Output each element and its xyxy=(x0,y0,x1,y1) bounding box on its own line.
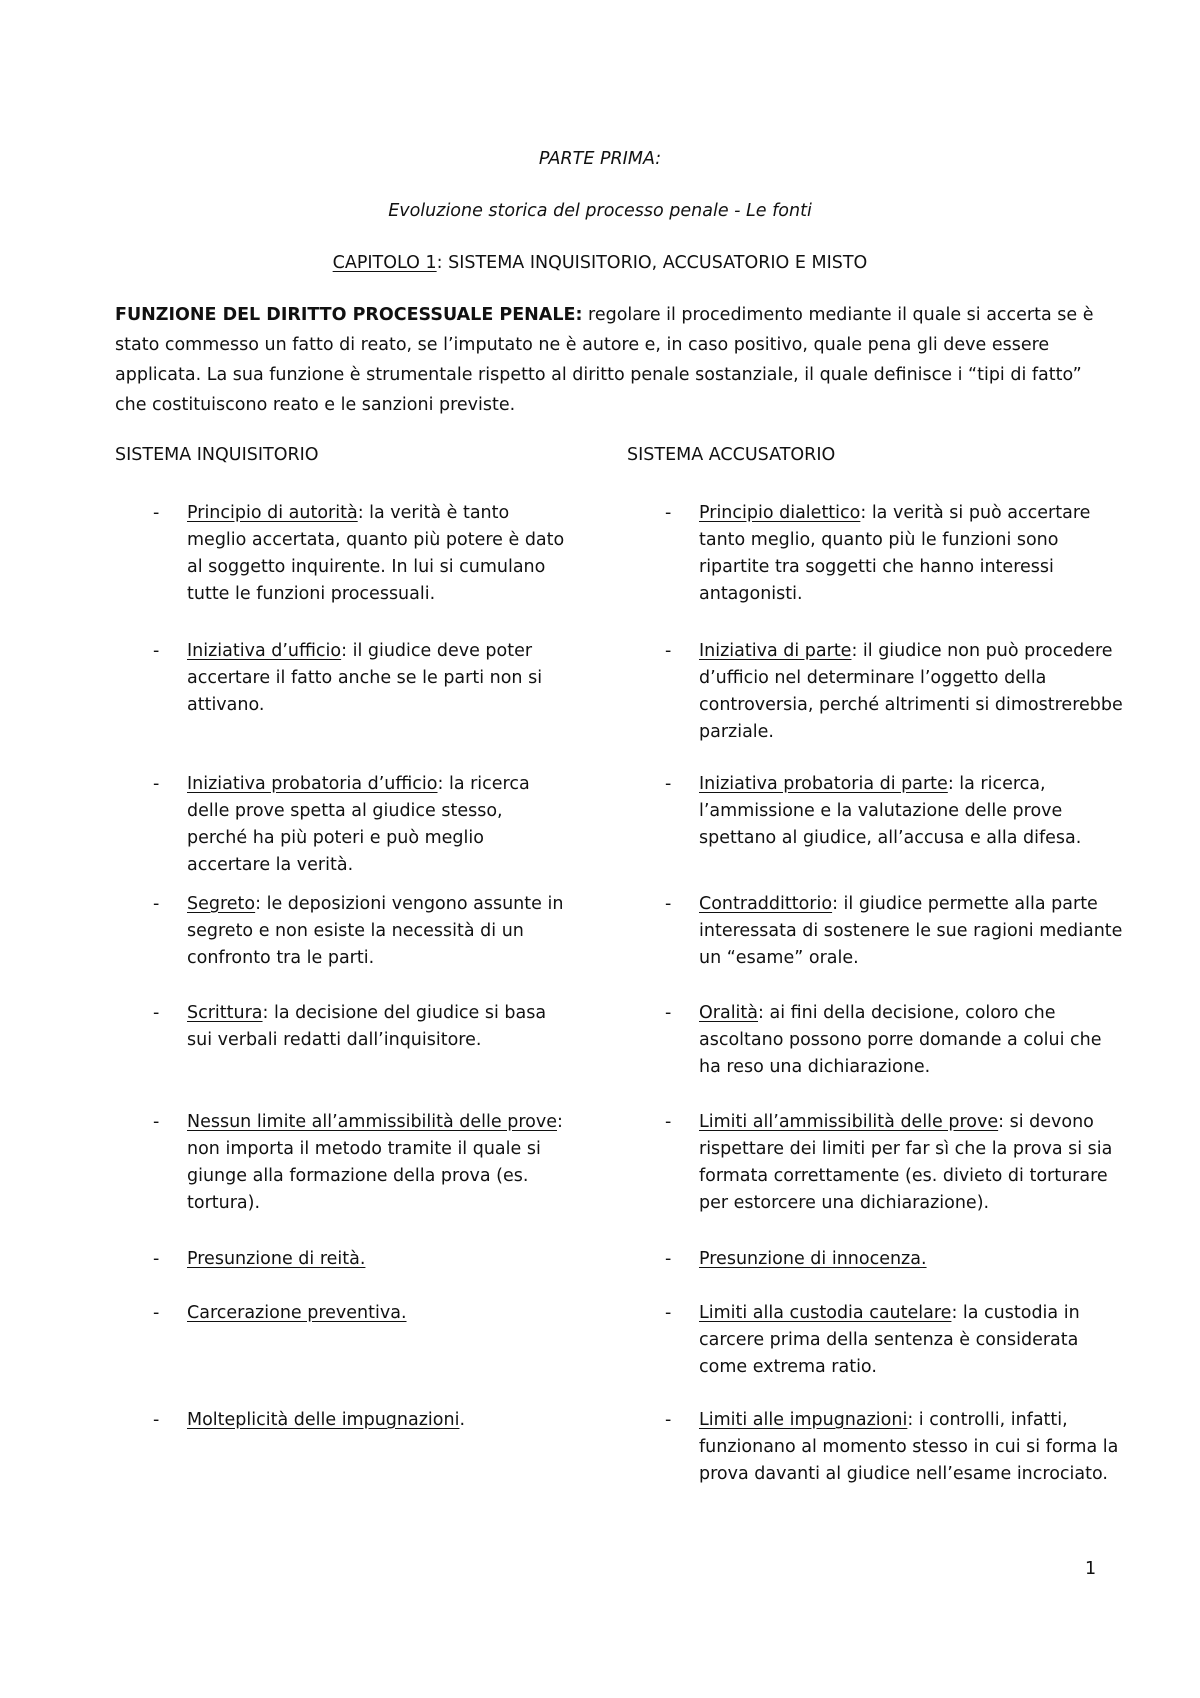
item-text xyxy=(699,1109,1127,1217)
bullet-dash: - xyxy=(153,1003,160,1023)
item-text xyxy=(187,1300,565,1327)
bullet-dash: - xyxy=(665,641,672,661)
part-subtitle: Evoluzione storica del processo penale - Le fonti xyxy=(388,201,812,221)
item-description: . xyxy=(459,1410,466,1430)
bullet-dash: - xyxy=(665,1410,672,1430)
column-heading: SISTEMA INQUISITORIO xyxy=(115,445,319,465)
chapter-label: CAPITOLO 1 xyxy=(332,253,437,273)
item-text xyxy=(187,771,565,879)
bullet-dash: - xyxy=(665,503,672,523)
item-term: Molteplicità delle impugnazioni xyxy=(187,1410,460,1430)
item-text xyxy=(699,891,1127,972)
bullet-dash: - xyxy=(665,1303,672,1323)
item-term: Limiti all’ammissibilità delle prove xyxy=(699,1112,999,1132)
item-term: Oralità xyxy=(699,1003,759,1023)
item-description: : non importa il metodo tramite il quale si giunge alla formazione della prova (es. tortura). xyxy=(187,1112,563,1213)
bullet-dash: - xyxy=(665,1003,672,1023)
item-description: : il giudice permette alla parte interessata di sostenere le sue ragioni mediante un “esame” orale. xyxy=(699,894,1123,968)
item-description: : si devono rispettare dei limiti per far sì che la prova si sia formata correttamente (es. divieto di torturare per estorcere una dichiarazione). xyxy=(699,1112,1113,1213)
bullet-dash: - xyxy=(153,1410,160,1430)
item-text xyxy=(699,1000,1127,1081)
column-heading: SISTEMA ACCUSATORIO xyxy=(627,445,836,465)
bullet-dash: - xyxy=(153,1249,160,1269)
item-description: : la verità è tanto meglio accertata, quanto più potere è dato al soggetto inquirente. In lui si cumulano tutte le funzioni processuali. xyxy=(187,503,565,604)
item-term: Segreto xyxy=(187,894,256,914)
bullet-dash: - xyxy=(665,1249,672,1269)
item-text xyxy=(187,1000,565,1054)
item-description: : il giudice non può procedere d’ufficio nel determinare l’oggetto della controversia, perché altrimenti si dimostrerebbe parziale. xyxy=(699,641,1123,742)
bullet-dash: - xyxy=(665,894,672,914)
chapter-heading xyxy=(0,252,1200,274)
part-title: PARTE PRIMA: xyxy=(538,149,662,169)
bullet-dash: - xyxy=(665,1112,672,1132)
item-term: Principio dialettico xyxy=(699,503,861,523)
item-text xyxy=(699,638,1127,746)
intro-text: regolare il procedimento mediante il quale si accerta se è stato commesso un fatto di reato, se l’imputato ne è autore e, in caso positivo, quale pena gli deve essere applicata. La sua funzione è strumentale rispetto al diritto penale sostanziale, il quale definisce i “tipi di fatto” che costituiscono reato e le sanzioni previste. xyxy=(115,305,1094,415)
item-term: Nessun limite all’ammissibilità delle prove xyxy=(187,1112,557,1132)
item-text xyxy=(187,500,565,608)
item-description: : la verità si può accertare tanto meglio, quanto più le funzioni sono ripartite tra soggetti che hanno interessi antagonisti. xyxy=(699,503,1091,604)
bullet-dash: - xyxy=(153,774,160,794)
item-term: Scrittura xyxy=(187,1003,263,1023)
item-text xyxy=(187,638,565,719)
column-inquisitorio xyxy=(115,444,575,1430)
item-description: : la ricerca, l’ammissione e la valutazione delle prove spettano al giudice, all’accusa e alla difesa. xyxy=(699,774,1082,848)
item-text xyxy=(187,1109,565,1217)
item-term: Limiti alle impugnazioni xyxy=(699,1410,908,1430)
bullet-dash: - xyxy=(153,1112,160,1132)
intro-term: FUNZIONE DEL DIRITTO PROCESSUALE PENALE: xyxy=(115,305,583,325)
item-term: Iniziativa d’ufficio xyxy=(187,641,342,661)
bullet-dash: - xyxy=(153,503,160,523)
item-description: : ai fini della decisione, coloro che ascoltano possono porre domande a colui che ha reso una dichiarazione. xyxy=(699,1003,1102,1077)
item-description: : la decisione del giudice si basa sui verbali redatti dall’inquisitore. xyxy=(187,1003,547,1050)
bullet-dash: - xyxy=(153,1303,160,1323)
item-description: : il giudice deve poter accertare il fatto anche se le parti non si attivano. xyxy=(187,641,543,715)
bullet-dash: - xyxy=(153,641,160,661)
item-description: : i controlli, infatti, funzionano al momento stesso in cui si forma la prova davanti al giudice nell’esame incrociato. xyxy=(699,1410,1119,1484)
item-text xyxy=(699,500,1127,608)
item-text xyxy=(699,1300,1127,1381)
item-text xyxy=(187,1246,565,1273)
column-accusatorio xyxy=(627,444,1127,1484)
item-text xyxy=(699,1246,1127,1273)
item-term: Presunzione di innocenza. xyxy=(699,1249,927,1269)
item-description: : le deposizioni vengono assunte in segreto e non esiste la necessità di un confronto tra le parti. xyxy=(187,894,564,968)
item-term: Carcerazione preventiva. xyxy=(187,1303,407,1323)
item-description: : la ricerca delle prove spetta al giudice stesso, perché ha più poteri e può meglio accertare la verità. xyxy=(187,774,530,875)
item-text xyxy=(699,1407,1127,1488)
item-text xyxy=(699,771,1127,852)
bullet-dash: - xyxy=(153,894,160,914)
item-term: Iniziativa di parte xyxy=(699,641,852,661)
chapter-title: : SISTEMA INQUISITORIO, ACCUSATORIO E MISTO xyxy=(436,253,868,273)
item-term: Limiti alla custodia cautelare xyxy=(699,1303,952,1323)
item-term: Iniziativa probatoria di parte xyxy=(699,774,948,794)
item-text xyxy=(187,1407,565,1434)
item-term: Presunzione di reità. xyxy=(187,1249,366,1269)
item-text xyxy=(187,891,565,972)
intro-paragraph xyxy=(115,300,1100,420)
item-term: Principio di autorità xyxy=(187,503,358,523)
item-term: Contraddittorio xyxy=(699,894,833,914)
bullet-dash: - xyxy=(665,774,672,794)
item-description: : la custodia in carcere prima della sentenza è considerata come extrema ratio. xyxy=(699,1303,1080,1377)
item-term: Iniziativa probatoria d’ufficio xyxy=(187,774,438,794)
page-number: 1 xyxy=(1085,1559,1097,1579)
